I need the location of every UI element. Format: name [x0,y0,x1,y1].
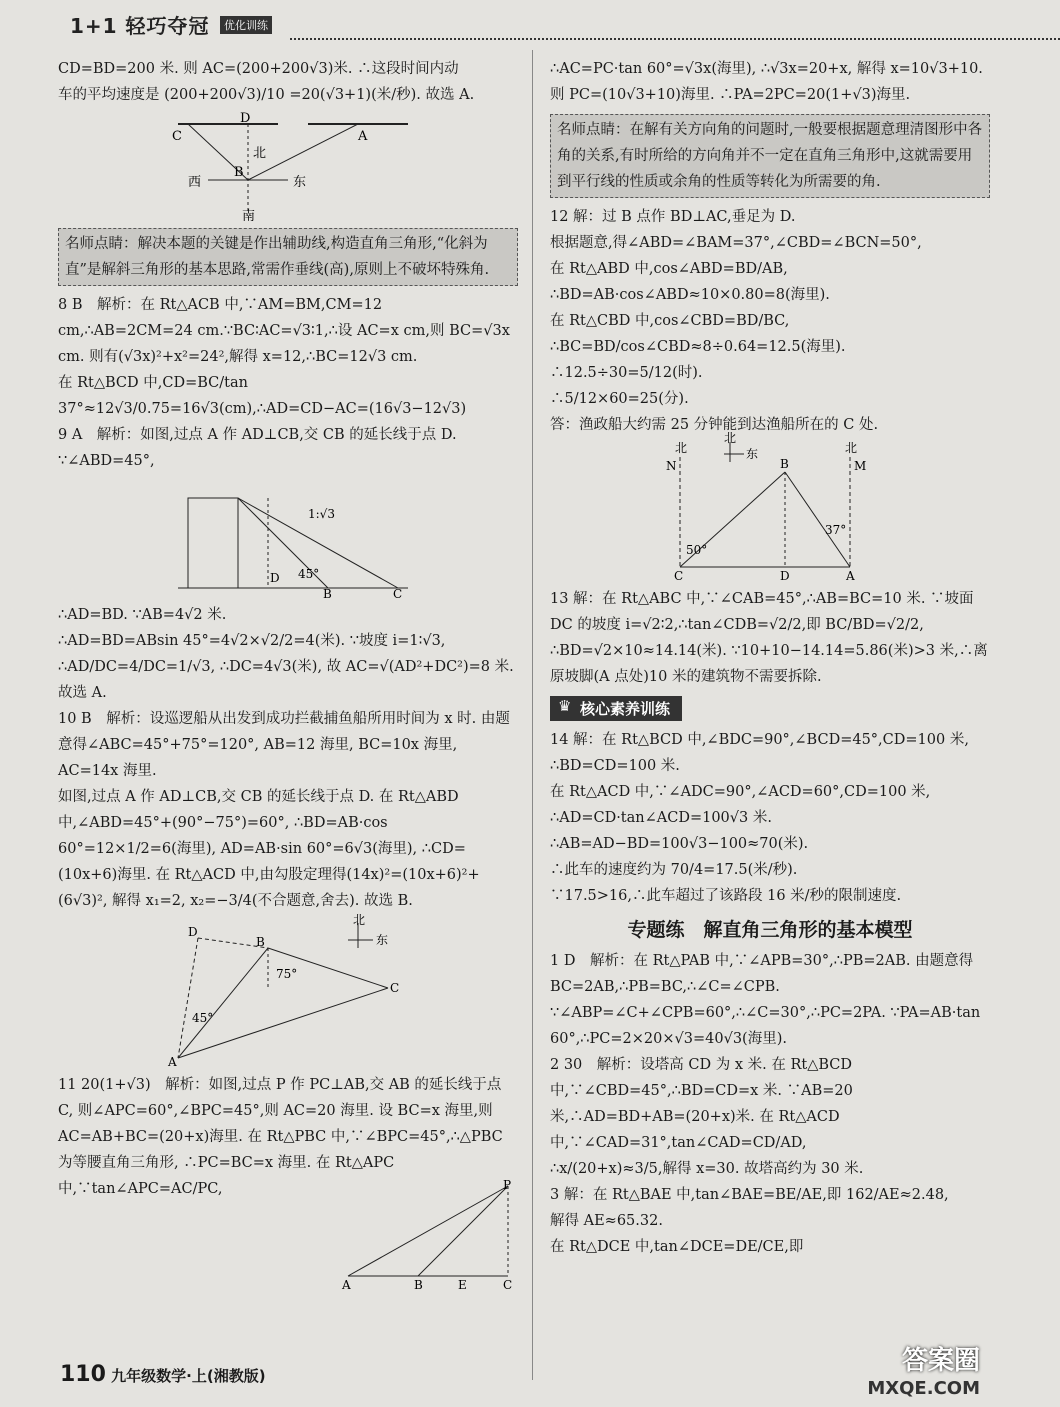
fig1-label: 东 [293,175,307,190]
fig12-label: 北 [675,441,688,455]
teacher-tip: 名师点睛：解决本题的关键是作出辅助线,构造直角三角形,“化斜为直”是解斜三角形的基本思路,常需作垂线(高),原则上不破坏特殊角. [58,228,518,286]
fig10-label: 75° [276,967,298,981]
fig12-label: B [780,457,789,471]
figure-12 [660,431,880,583]
fig9-label: B [323,587,332,601]
text-line: ∴12.5÷30=5/12(时). [550,365,703,381]
fig12-label: 37° [825,523,847,537]
fig1-label: C [172,129,182,144]
section-title: 专题练 解直角三角形的基本模型 [627,919,913,941]
fig11-label: A [342,1278,351,1292]
fig12-label: D [780,569,790,583]
text-line: 3 解：在 Rt△BAE 中,tan∠BAE=BE/AE,即 162/AE≈2.48, [550,1187,949,1203]
fig10-label: 东 [376,933,389,947]
text-line: ∴AC=PC·tan 60°=√3x(海里), ∴√3x=20+x, 解得 x=10√3+10. 则 PC=(10√3+10)海里. ∴PA=2PC=20(1+√3)海里. [550,61,988,103]
fig1-label: 北 [253,146,267,161]
fig9-label: D [270,571,280,585]
left-column [58,56,519,1292]
text-line: 2 30 解析：设塔高 CD 为 x 米. 在 Rt△BCD 中,∵∠CBD=45°,∴BD=CD=x 米. ∵AB=20 米,∴AD=BD+AB=(20+x)米. 在 Rt△ACD 中,∵∠CAD=31°,tan∠CAD=CD/AD, [550,1057,858,1151]
text-line: CD=BD=200 米. 则 AC=(200+200√3)米. ∴这段时间内动 [58,61,459,77]
fig12-label: 北 [724,431,737,445]
figure-1 [158,112,418,222]
fig9-label: 1:√3 [308,507,335,521]
text-line: ∴AD=CD·tan∠ACD=100√3 米. [550,810,772,826]
text-line: 在 Rt△DCE 中,tan∠DCE=DE/CE,即 [550,1239,804,1255]
text-line: 在 Rt△CBD 中,cos∠CBD=BD/BC, [550,313,790,329]
figure-9 [158,478,418,601]
text-line: 14 解：在 Rt△BCD 中,∠BDC=90°,∠BCD=45°,CD=100 米, [550,732,969,748]
text-line: 根据题意,得∠ABD=∠BAM=37°,∠CBD=∠BCN=50°, [550,235,922,251]
text-line: ∴BD=AB·cos∠ABD≈10×0.80=8(海里). [550,287,830,303]
fig10-label: D [188,925,198,939]
watermark-logo: 答案圈 [901,1346,980,1376]
figure-10 [158,913,418,1069]
text-line: 12 解：过 B 点作 BD⊥AC,垂足为 D. [550,209,796,225]
text-line: 车的平均速度是 (200+200√3)/10 =20(√3+1)(米/秒). 故选 A. [58,87,475,103]
teacher-tip: 名师点睛：在解有关方向角的问题时,一般要根据题意理清图形中各角的关系,有时所给的方向角并不一定在直角三角形中,这就需要用到平行线的性质或余角的性质等转化为所需要的角. [550,114,990,198]
fig12-label: C [674,569,684,583]
text-line: ∴5/12×60=25(分). [550,391,689,407]
fig11-label: P [503,1178,512,1192]
fig10-label: C [390,981,400,995]
fig10-label: A [168,1055,177,1069]
page-footer [60,1362,266,1387]
text-line: ∴BC=BD/cos∠CBD≈8÷0.64=12.5(海里). [550,339,846,355]
fig11-label: E [458,1278,467,1292]
fig12-label: N [666,459,677,473]
fig1-label: A [358,129,368,144]
text-line: 1 D 解析：在 Rt△PAB 中,∵∠APB=30°,∴PB=2AB. 由题意得 BC=2AB,∴PB=BC,∴∠C=∠CPB. ∵∠ABP=∠C+∠CPB=60°,∴∠C=30°,∴PC=2PA. ∵PA=AB·tan 60°,∴PC=2×20×√3=40√3(海里). [550,953,985,1047]
fig1-label: 西 [188,175,202,190]
fig10-label: 45° [192,1011,214,1025]
text-line: 答：渔政船大约需 25 分钟能到达渔船所在的 C 处. [550,417,879,433]
core-literacy-banner: ♛ 核心素养训练 [550,696,682,721]
figure-11 [338,1178,518,1292]
fig12-label: 50° [686,543,708,557]
text-line: ∴此车的速度约为 70/4=17.5(米/秒). [550,862,798,878]
right-column [550,56,990,1260]
text-line: 如图,过点 A 作 AD⊥CB,交 CB 的延长线于点 D. 在 Rt△ABD 中,∠ABD=45°+(90°−75°)=60°, ∴BD=AB·cos 60°=12×1/2=6(海里), AD=AB·sin 60°=6√3(海里), ∴CD=(10x+6)海里. 在 Rt△ACD 中,由勾股定理得(14x)²=(10x+6)²+(6√3)², 解得 x₁=2, x₂=−3/4(不合题意,舍去). 故选 B. [58,789,480,909]
brand-subtitle: 优化训练 [220,16,272,34]
text-line: 8 B 解析：在 Rt△ACB 中,∵AM=BM,CM=12 cm,∴AB=2CM=24 cm.∵BC∶AC=√3∶1,∴设 AC=x cm,则 BC=√3x cm. 则有(√3x)²+x²=24²,解得 x=12,∴BC=12√3 cm. [58,297,515,365]
text-line: ∵17.5>16,∴此车超过了该路段 16 米/秒的限制速度. [550,888,902,904]
fig12-label: 东 [746,447,759,461]
text-line: 在 Rt△ABD 中,cos∠ABD=BD/AB, [550,261,788,277]
fig11-label: B [414,1278,423,1292]
text-line: 在 Rt△BCD 中,CD=BC/tan 37°≈12√3/0.75=16√3(cm),∴AD=CD−AC=(16√3−12√3) [58,375,467,417]
fig12-label: M [854,459,867,473]
text-line: 解得 AE≈65.32. [550,1213,663,1229]
brand-logo: 1+1 轻巧夺冠 [70,14,210,38]
book-title: 九年级数学·上(湘教版) [111,1367,266,1385]
fig1-label: B [234,165,244,180]
fig12-label: 北 [845,441,858,455]
text-line: 10 B 解析：设巡逻船从出发到成功拦截捕鱼船所用时间为 x 时. 由题意得∠ABC=45°+75°=120°, AB=12 海里, BC=10x 海里, AC=14x 海里. [58,711,510,779]
column-divider [532,50,533,1380]
fig11-label: C [503,1278,513,1292]
text-line: ∴AD=BD. ∵AB=4√2 米. [58,607,227,623]
text-line: 在 Rt△ACD 中,∵∠ADC=90°,∠ACD=60°,CD=100 米, [550,784,931,800]
page-number: 110 [60,1362,106,1387]
fig9-label: 45° [298,567,320,581]
text-line: ∴x/(20+x)≈3/5,解得 x=30. 故塔高约为 30 米. [550,1161,864,1177]
text-line: 13 解：在 Rt△ABC 中,∵∠CAB=45°,∴AB=BC=10 米. ∵坡面 DC 的坡度 i=√2∶2,∴tan∠CDB=√2/2,即 BC/BD=√2/2, [550,591,979,633]
text-line: ∴BD=√2×10≈14.14(米). ∵10+10−14.14=5.86(米)>3 米,∴离原坡脚(A 点处)10 米的建筑物不需要拆除. [550,643,988,685]
page-header [70,8,990,42]
fig12-label: A [846,569,855,583]
fig10-label: 北 [353,913,366,927]
watermark-url: MXQE.COM [867,1378,980,1399]
text-line: ∴AD=BD=ABsin 45°=4√2×√2/2=4(米). ∵坡度 i=1∶√3, ∴AD/DC=4/DC=1/√3, ∴DC=4√3(米), 故 AC=√(AD²+DC²)=8 米. 故选 A. [58,633,519,701]
fig9-label: C [393,587,403,601]
fig1-label: D [240,111,251,126]
header-rule [290,38,1060,40]
text-line: ∴BD=CD=100 米. [550,758,680,774]
fig10-label: B [256,935,265,949]
text-line: 11 20(1+√3) 解析：如图,过点 P 作 PC⊥AB,交 AB 的延长线于点 C, 则∠APC=60°,∠BPC=45°,则 AC=20 海里. 设 BC=x 海里,则 AC=AB+BC=(20+x)海里. 在 Rt△PBC 中,∵∠BPC=45°,∴△PBC 为等腰直角三角形, ∴PC=BC=x 海里. 在 Rt△APC 中,∵tan∠APC=AC/PC, [58,1077,508,1197]
text-line: ∴AB=AD−BD=100√3−100≈70(米). [550,836,809,852]
text-line: 9 A 解析：如图,过点 A 作 AD⊥CB,交 CB 的延长线于点 D. ∵∠ABD=45°, [58,427,462,469]
fig1-label: 南 [242,209,256,224]
